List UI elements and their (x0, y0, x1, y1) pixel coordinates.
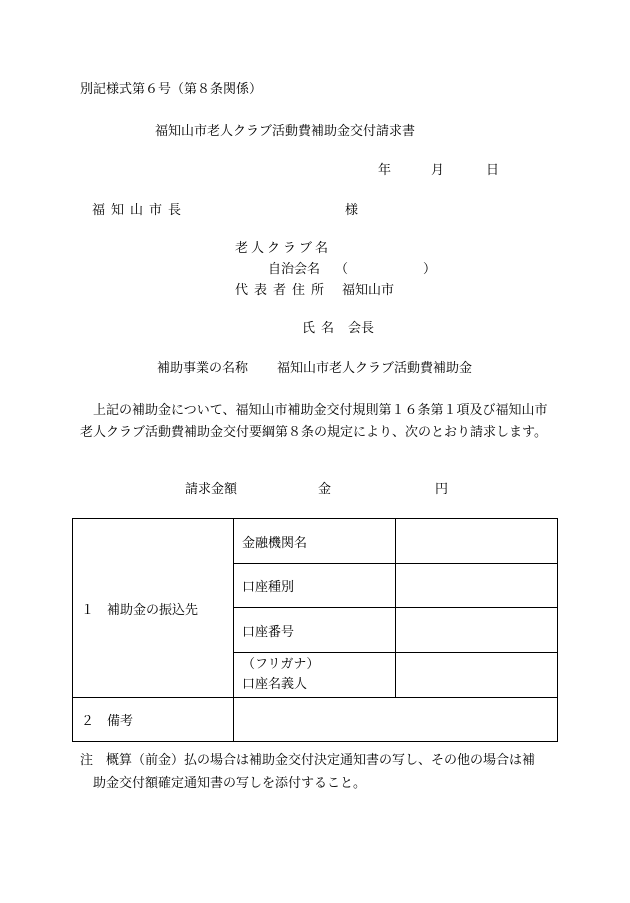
footnote-line-2: 助金交付額確定通知書の写しを添付すること。 (93, 776, 367, 791)
remarks-label: ２ 備考 (73, 698, 234, 742)
representative-address-label: 代表者住所 (235, 283, 331, 298)
account-holder-field[interactable] (396, 653, 558, 698)
project-name-value: 福知山市老人クラブ活動費補助金 (277, 361, 473, 376)
project-name-label: 補助事業の名称 (157, 361, 249, 376)
account-holder-label: 口座名義人 (242, 677, 308, 692)
amount-yen: 円 (435, 482, 449, 497)
footnote (80, 749, 560, 795)
document-title: 福知山市老人クラブ活動費補助金交付請求書 (155, 124, 416, 139)
bank-name-label: 金融機関名 (234, 519, 396, 564)
furigana-label: （フリガナ） (242, 657, 320, 672)
footnote-line-1: 注 概算（前金）払の場合は補助金交付決定通知書の写し、その他の場合は補 (80, 753, 536, 768)
amount-kin: 金 (318, 482, 332, 497)
association-open-paren: （ (335, 262, 349, 277)
request-amount-label: 請求金額 (185, 482, 238, 497)
account-type-field[interactable] (396, 564, 558, 608)
date-month: 月 (431, 163, 445, 178)
representative-name-value: 会長 (348, 321, 375, 336)
remarks-field[interactable] (234, 698, 558, 742)
transfer-info-table (72, 518, 558, 742)
representative-name-label: 氏名 (302, 321, 341, 336)
transfer-destination-label: １ 補助金の振込先 (73, 519, 234, 698)
representative-address-value: 福知山市 (342, 283, 395, 298)
date-day: 日 (486, 163, 500, 178)
date-year: 年 (378, 163, 392, 178)
club-name-label: 老人クラブ名 (235, 241, 332, 256)
account-number-label: 口座番号 (234, 608, 396, 653)
form-reference: 別記様式第６号（第８条関係） (80, 82, 263, 97)
association-name-label: 自治会名 (268, 262, 321, 277)
account-holder-label-cell (234, 653, 396, 698)
addressee-honorific: 様 (345, 203, 359, 218)
bank-name-field[interactable] (396, 519, 558, 564)
account-type-label: 口座種別 (234, 564, 396, 608)
request-body-text: 上記の補助金について、福知山市補助金交付規則第１６条第１項及び福知山市老人クラブ活動費補助金交付要綱第８条の規定により、次のとおり請求します。 (80, 403, 548, 440)
association-close-paren: ） (423, 262, 437, 277)
addressee-name: 福知山市長 (92, 203, 188, 218)
account-number-field[interactable] (396, 608, 558, 653)
